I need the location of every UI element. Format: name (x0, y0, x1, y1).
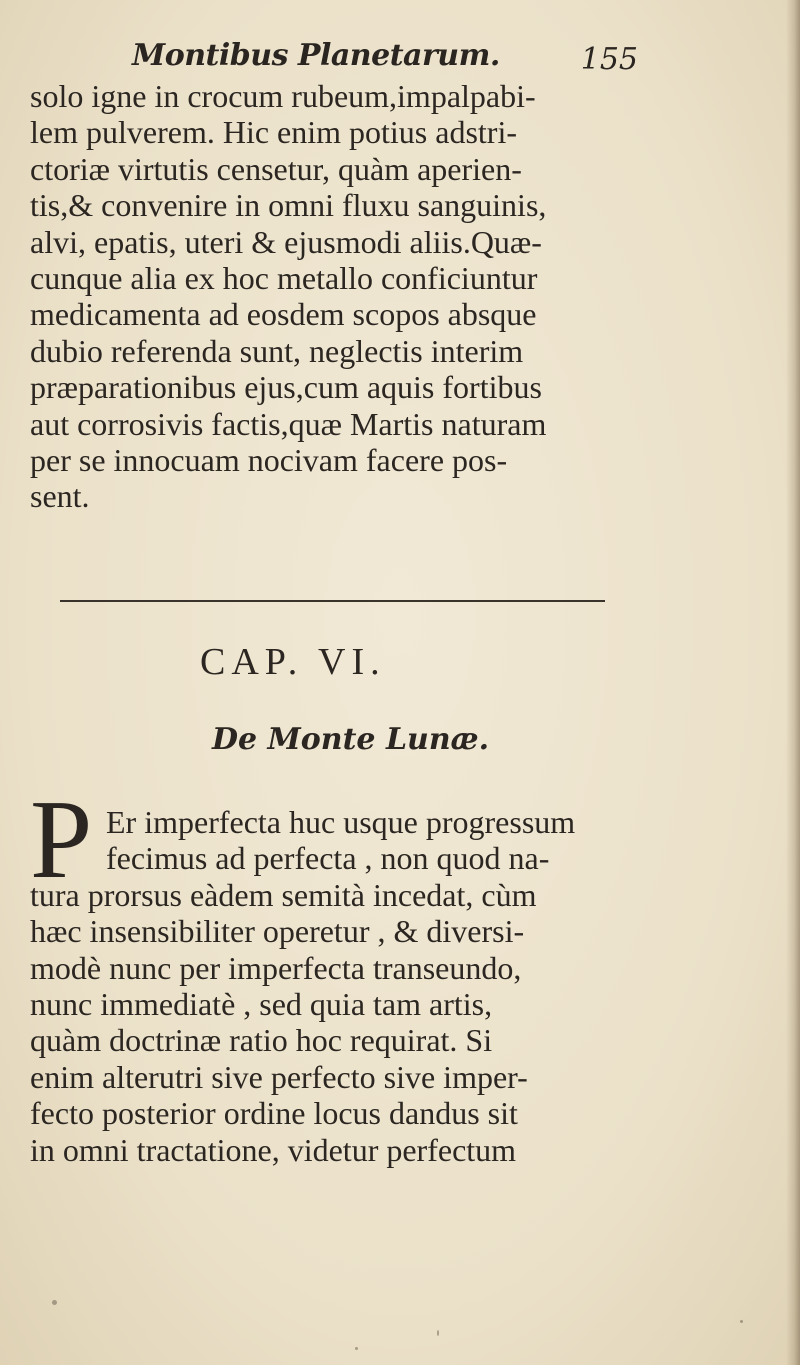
text-line: tura prorsus eàdem semità incedat, cùm (30, 876, 537, 913)
text-line: alvi, epatis, uteri & ejusmodi aliis.Quæ- (30, 223, 542, 260)
section-divider-rule (60, 600, 605, 602)
text-line: lem pulverem. Hic enim potius adstri- (30, 114, 517, 151)
text-line: nunc immediatè , sed quia tam artis, (30, 985, 493, 1022)
paper-speck (437, 1330, 439, 1336)
text-line: solo igne in crocum rubeum,impalpabi- (30, 78, 536, 114)
chapter-title: De Monte Lunæ. (212, 722, 490, 757)
paper-speck (52, 1300, 57, 1305)
text-line: medicamenta ad eosdem scopos absque (30, 296, 537, 333)
paper-speck (740, 1320, 743, 1323)
text-line: tis,& convenire in omni fluxu sanguinis, (30, 187, 547, 224)
text-line: modè nunc per imperfecta transeundo, (30, 949, 522, 986)
text-line: aut corrosivis factis,quæ Martis naturam (30, 405, 547, 442)
text-line: hæc insensibiliter operetur , & diversi- (30, 913, 525, 950)
paragraph-continued (30, 78, 630, 515)
chapter-number: CAP. VI. (200, 641, 386, 683)
page-header (118, 36, 638, 80)
text-line: fecto posterior ordine locus dandus sit (30, 1095, 518, 1132)
text-line: quàm doctrinæ ratio hoc requirat. Si (30, 1022, 493, 1059)
text-line: dubio referenda sunt, neglectis interim (30, 332, 524, 369)
text-line: per se innocuam nocivam facere pos- (30, 441, 508, 478)
page-edge-shadow (786, 0, 800, 1365)
text-line: Er imperfecta huc usque progressum (106, 804, 576, 840)
paper-speck (355, 1347, 358, 1350)
running-title: Montibus Planetarum. (132, 38, 500, 73)
drop-cap: P (30, 778, 93, 902)
text-line: ctoriæ virtutis censetur, quàm aperien- (30, 150, 522, 187)
text-line: fecimus ad perfecta , non quod na- (106, 840, 550, 877)
text-line: sent. (30, 478, 90, 515)
text-line: cunque alia ex hoc metallo conficiuntur (30, 259, 538, 296)
chapter-paragraph (30, 804, 630, 1168)
page-number: 155 (580, 42, 638, 77)
text-line: præparationibus ejus,cum aquis fortibus (30, 369, 542, 406)
text-line: in omni tractatione, videtur perfectum (30, 1131, 517, 1168)
text-line: enim alterutri sive perfecto sive imper- (30, 1058, 528, 1095)
